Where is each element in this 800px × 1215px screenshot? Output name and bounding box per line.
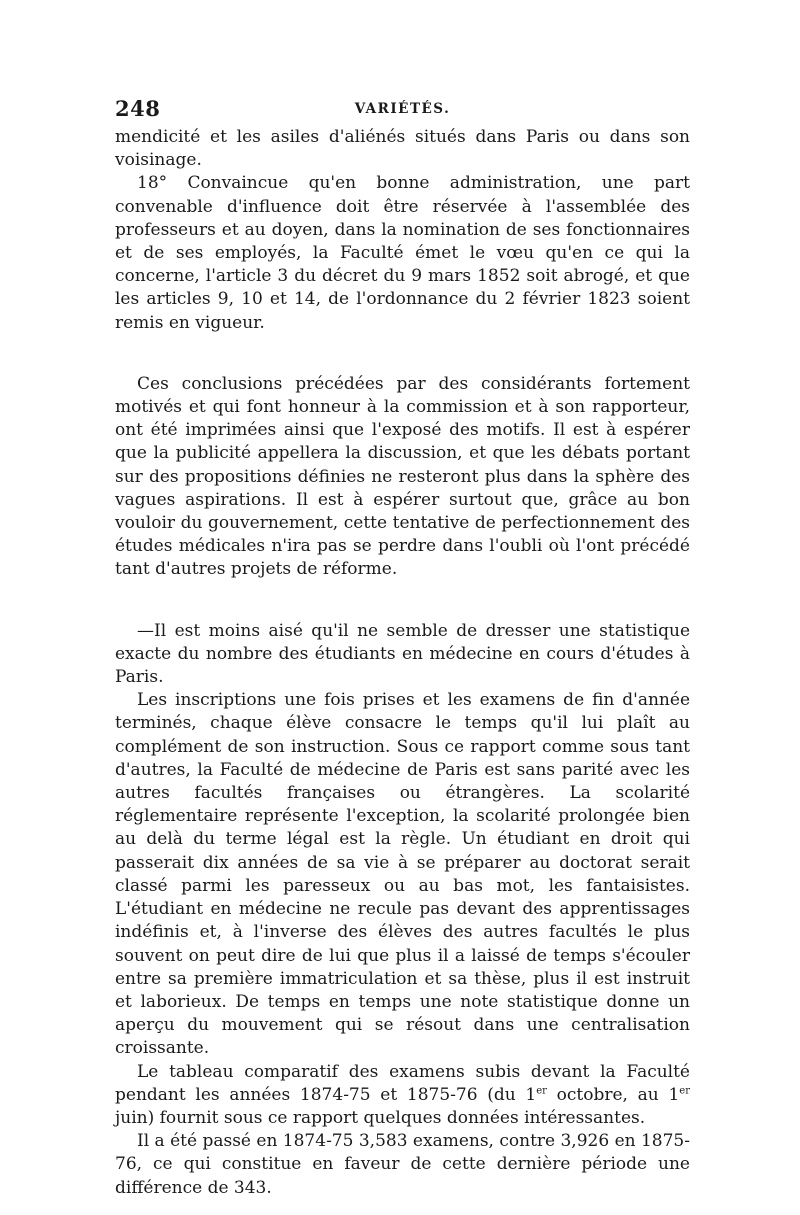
paragraph-item-18: 18° Convaincue qu'en bonne administration, une part convenable d'influence doit être réservée à l'assemblée des professeurs et au doyen, dans la nomination de ses fonctionnaires et de ses employés, la Faculté émet le vœu qu'en ce qui la concerne, l'article 3 du décret du 9 mars 1852 soit abrogé, et que les articles 9, 10 et 14, de l'ordonnance du 2 février 1823 soient remis en vigueur. [115,173,690,333]
paragraph-statistics-intro: —Il est moins aisé qu'il ne semble de dresser une statistique exacte du nombre des étudiants en médecine en cours d'études à Paris. [115,620,690,688]
superscript-er: er [536,1085,547,1097]
paragraph-conclusions: Ces conclusions précédées par des considérants fortement motivés et qui font honneur à la commission et à son rapporteur, ont été imprimées ainsi que l'exposé des motifs. Il est à espérer que la publicité appellera la discussion, et que les débats portant sur des propositions définies ne resteront plus dans la sphère des vagues aspirations. Il est à espérer surtout que, grâce au bon vouloir du gouvernement, cette tentative de perfectionnement des études médicales n'ira pas se perdre dans l'oubli où l'ont précédé tant d'autres projets de réforme. [115,373,690,580]
page-number: 248 [115,96,161,121]
paragraph-inscriptions: Les inscriptions une fois prises et les examens de fin d'année terminés, chaque élève consacre le temps qu'il lui plaît au complément de son instruction. Sous ce rapport comme sous tant d'autres, la Faculté de médecine de Paris est sans parité avec les autres facultés françaises ou étrangères. La scolarité réglementaire représente l'exception, la scolarité prolongée bien au delà du terme légal est la règle. Un étudiant en droit qui passerait dix années de sa vie à se préparer au doctorat serait classé parmi les paresseux ou au bas mot, les fantaisistes. L'étudiant en médecine ne recule pas devant des apprentissages indéfinis et, à l'inverse des élèves des autres facultés le plus souvent on peut dire de lui que plus il a laissé de temps s'écouler entre sa première immatriculation et sa thèse, plus il est instruit et laborieux. De temps en temps une note statistique donne un aperçu du mouvement qui se résout dans une centralisation croissante. [115,690,690,1059]
paragraph-tableau [115,1061,690,1131]
tableau-text-2: octobre, au 1 [546,1084,680,1105]
tableau-text-3: juin) fournit sous ce rapport quelques données intéressantes. [115,1107,646,1128]
superscript-er: er [679,1085,690,1097]
document-page [115,96,690,1200]
paragraph-continuation: mendicité et les asiles d'aliénés situés dans Paris ou dans son voisinage. [115,127,690,171]
running-head [115,96,690,126]
section-title: VARIÉTÉS. [354,101,451,117]
tableau-text-1: Le tableau comparatif des examens subis devant la Faculté pendant les années 1874-75 et 1875-76 (du 1 [115,1061,690,1105]
paragraph-exam-counts: Il a été passé en 1874-75 3,583 examens, contre 3,926 en 1875-76, ce qui constitue en faveur de cette dernière période une différence de 343. [115,1131,690,1198]
